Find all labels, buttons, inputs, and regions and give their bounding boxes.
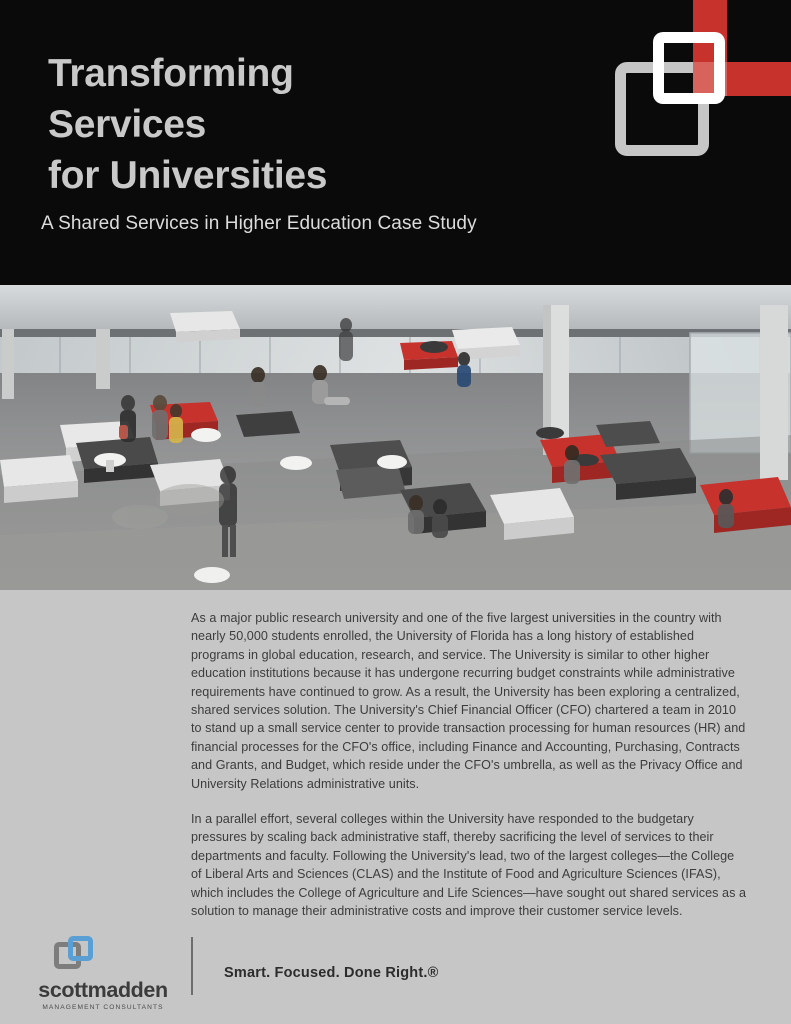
scottmadden-double-square-icon (54, 936, 98, 974)
title-line-3: for Universities (48, 154, 328, 197)
page-subtitle: A Shared Services in Higher Education Case Study (41, 213, 477, 234)
university-atrium-lounge-photo (0, 285, 791, 590)
brand-subtitle: MANAGEMENT CONSULTANTS (42, 1004, 164, 1011)
page-title (48, 48, 568, 201)
mark-inner-square (653, 32, 725, 104)
title-line-1: Transforming (48, 52, 294, 95)
body-copy (191, 609, 747, 938)
brand-logo (28, 936, 178, 1011)
title-line-2: Services (48, 103, 207, 146)
hero-header (0, 0, 791, 285)
body-paragraph-2: In a parallel effort, several colleges within the University have responded to the budgetary pressures by scaling back administrative staff, thereby sacrificing the level of services to their departments and faculty. Following the University's lead, two of the largest colleges—the College of Liberal Arts and Sciences (CLAS) and the Institute of Food and Agriculture Sciences (IFAS), which includes the College of Agriculture and Life Sciences—have sought out shared services as a solution to manage their administrative costs and improve their customer service levels. (191, 812, 747, 919)
brand-name: scottmadden (38, 978, 168, 1002)
footer-tagline: Smart. Focused. Done Right.® (224, 965, 439, 981)
scottmadden-square-mark-icon (601, 0, 791, 190)
body-paragraph-1: As a major public research university and one of the five largest universities in the country with nearly 50,000 students enrolled, the University of Florida has a long history of established programs in global education, research, and service. The University is similar to other higher education institutions because it has undergone recurring budget constraints while administrative requirements have continued to grow. As a result, the University has been exploring a centralized, shared services solution. The University's Chief Financial Officer (CFO) chartered a team in 2010 to stand up a small service center to provide transaction processing for human resources (HR) and financial processes for the CFO's office, including Finance and Accounting, Purchasing, Contracts and Grants, and Budget, which reside under the CFO's umbrella, as well as the Privacy Office and University Relations administrative units. (191, 611, 746, 791)
photo-illustration (0, 285, 791, 590)
brand-inner-square (68, 936, 93, 961)
footer-divider (191, 937, 193, 995)
